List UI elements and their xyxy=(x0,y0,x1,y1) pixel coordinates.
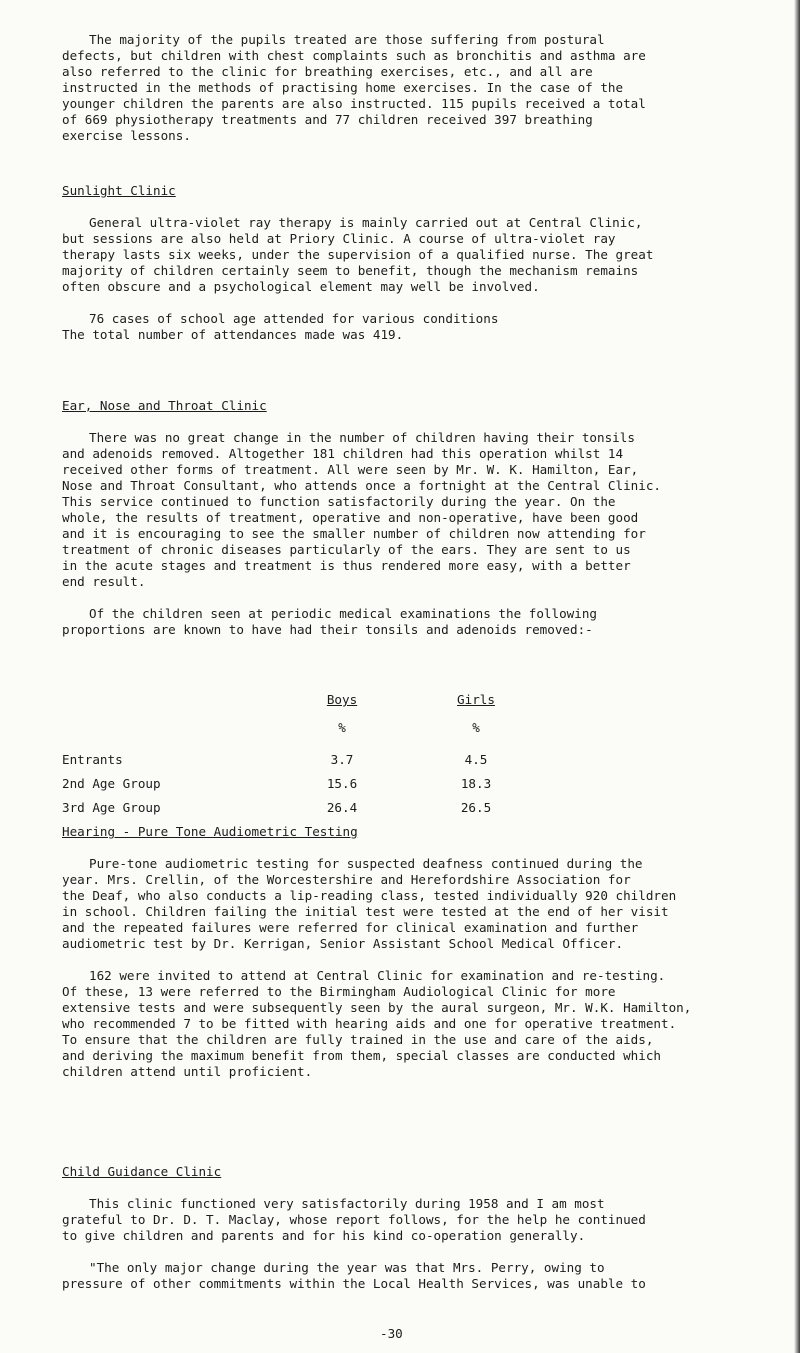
page-number: -30 xyxy=(380,1326,403,1341)
table-row xyxy=(62,800,622,816)
girls-value: 18.3 xyxy=(460,776,492,791)
ent-proportions-intro: Of the children seen at periodic medical examinations the following proportions are known to have had their tonsils and adenoids removed:- xyxy=(62,606,597,637)
guidance-heading: Child Guidance Clinic xyxy=(62,1164,222,1179)
girls-unit: % xyxy=(472,720,480,735)
row-label: 3rd Age Group xyxy=(62,800,161,815)
hearing-section xyxy=(62,824,774,1080)
hearing-retest-paragraph: 162 were invited to attend at Central Clinic for examination and re-testing. Of these, 13 were referred to the Birmingham Audiological Clinic for more extensive tests and were subsequently seen by the aural surgeon, Mr. W.K. Hamilton, who recommended 7 to be fitted with hearing aids and one for operative treatment. To ensure that the children are fully trained in the use and care of the aids, and deriving the maximum benefit from them, special classes are conducted which children attend until proficient. xyxy=(62,968,692,1079)
ent-heading: Ear, Nose and Throat Clinic xyxy=(62,398,267,413)
sunlight-heading: Sunlight Clinic xyxy=(62,183,176,198)
table-row xyxy=(62,776,622,792)
hearing-paragraph: Pure-tone audiometric testing for suspected deafness continued during the year. Mrs. Crellin, of the Worcestershire and Herefordshire Association for the Deaf, who also conducts a lip-reading class, tested individually 920 children in school. Children failing the initial test were tested at the end of her visit and the repeated failures were referred for clinical examination and further audiometric test by Dr. Kerrigan, Senior Assistant School Medical Officer. xyxy=(62,856,677,951)
guidance-paragraph: This clinic functioned very satisfactorily during 1958 and I am most grateful to Dr. D. T. Maclay, whose report follows, for the help he continued to give children and parents and for his kind co-operation generally. xyxy=(62,1196,646,1243)
page-edge-shadow xyxy=(794,0,800,1353)
boys-value: 26.4 xyxy=(326,800,358,815)
col-boys-header: Boys xyxy=(326,692,358,707)
row-label: Entrants xyxy=(62,752,123,767)
boys-value: 15.6 xyxy=(326,776,358,791)
guidance-report-paragraph: "The only major change during the year was that Mrs. Perry, owing to pressure of other commitments within the Local Health Services, was unable to xyxy=(62,1260,646,1291)
girls-value: 26.5 xyxy=(460,800,492,815)
ent-section xyxy=(62,398,774,638)
ent-paragraph: There was no great change in the number of children having their tonsils and adenoids removed. Altogether 181 children had this operation whilst 14 received other forms of treatment. All were seen by Mr. W. K. Hamilton, Ear, Nose and Throat Consultant, who attends once a fortnight at the Central Clinic. This service continued to function satisfactorily during the year. On the whole, the results of treatment, operative and non-operative, have been good and it is encouraging to see the smaller number of children now attending for treatment of chronic diseases particularly of the ears. They are sent to us in the acute stages and treatment is thus rendered more easy, with a better end result. xyxy=(62,430,661,589)
col-girls-header: Girls xyxy=(457,692,495,707)
sunlight-attendance: 76 cases of school age attended for various conditions The total number of attendances made was 419. xyxy=(62,311,499,342)
table-row xyxy=(62,752,622,768)
table-header-row xyxy=(62,692,622,708)
row-label: 2nd Age Group xyxy=(62,776,161,791)
table-unit-row xyxy=(62,720,622,736)
hearing-heading: Hearing - Pure Tone Audiometric Testing xyxy=(62,824,358,839)
intro-section xyxy=(62,32,774,144)
sunlight-paragraph: General ultra-violet ray therapy is mainly carried out at Central Clinic, but sessions are also held at Priory Clinic. A course of ultra-violet ray therapy lasts six weeks, under the supervision of a qualified nurse. The great majority of children certainly seem to benefit, though the mechanism remains often obscure and a psychological element may well be involved. xyxy=(62,215,654,294)
intro-paragraph: The majority of the pupils treated are those suffering from postural defects, but children with chest complaints such as bronchitis and asthma are also referred to the clinic for breathing exercises, etc., and all are instructed in the methods of practising home exercises. In the case of the younger children the parents are also instructed. 115 pupils received a total of 669 physiotherapy treatments and 77 children received 397 breathing exercise lessons. xyxy=(62,32,646,143)
girls-value: 4.5 xyxy=(464,752,488,767)
guidance-section xyxy=(62,1164,774,1292)
boys-value: 3.7 xyxy=(330,752,354,767)
boys-unit: % xyxy=(338,720,346,735)
sunlight-section xyxy=(62,183,774,343)
